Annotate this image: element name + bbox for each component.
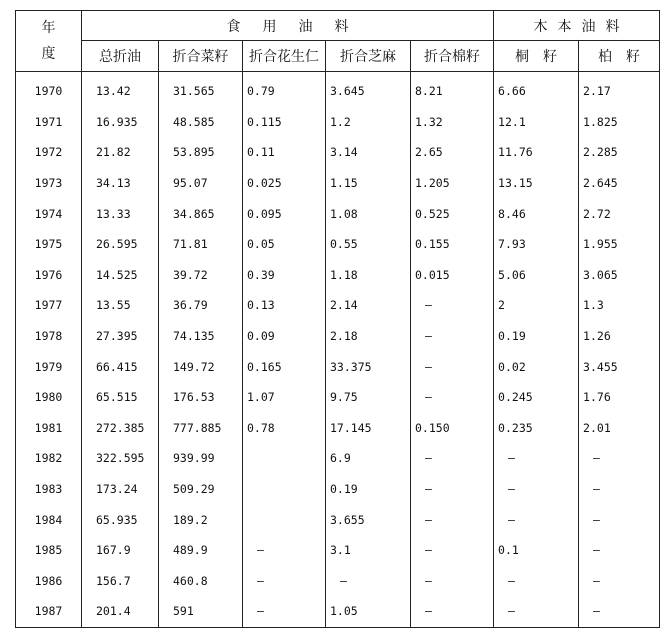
value-cell: 1.76 [579, 382, 660, 413]
table-row [16, 474, 660, 505]
value-cell: 0.55 [326, 229, 411, 260]
value-cell: — [579, 535, 660, 566]
value-cell: 1.32 [411, 107, 494, 138]
value-cell: 34.13 [82, 168, 159, 199]
value-cell: 176.53 [159, 382, 243, 413]
col-header-cottonseed: 折合棉籽 [411, 41, 494, 72]
year-cell: 1986 [16, 566, 82, 597]
table-row [16, 72, 660, 107]
value-cell: 27.395 [82, 321, 159, 352]
value-cell: 11.76 [494, 137, 579, 168]
year-cell: 1980 [16, 382, 82, 413]
oilseed-table [15, 10, 660, 628]
value-cell: 0.19 [494, 321, 579, 352]
year-cell: 1974 [16, 198, 82, 229]
value-cell: 173.24 [82, 474, 159, 505]
value-cell: 0.095 [243, 198, 326, 229]
value-cell: 3.1 [326, 535, 411, 566]
value-cell: 2.01 [579, 413, 660, 444]
table-row [16, 504, 660, 535]
year-cell: 1973 [16, 168, 82, 199]
value-cell: 9.75 [326, 382, 411, 413]
year-cell: 1984 [16, 504, 82, 535]
value-cell: 1.08 [326, 198, 411, 229]
value-cell: 2.72 [579, 198, 660, 229]
value-cell: 201.4 [82, 596, 159, 627]
table-row [16, 290, 660, 321]
value-cell: 0.235 [494, 413, 579, 444]
value-cell: 2.645 [579, 168, 660, 199]
value-cell: 0.78 [243, 413, 326, 444]
value-cell: 0.19 [326, 474, 411, 505]
value-cell: — [243, 535, 326, 566]
value-cell: 3.655 [326, 504, 411, 535]
value-cell [243, 443, 326, 474]
value-cell: — [494, 443, 579, 474]
value-cell: 0.025 [243, 168, 326, 199]
year-cell: 1981 [16, 413, 82, 444]
value-cell: 13.42 [82, 72, 159, 107]
table-row [16, 260, 660, 291]
value-cell: — [411, 321, 494, 352]
value-cell: 489.9 [159, 535, 243, 566]
value-cell: 1.18 [326, 260, 411, 291]
value-cell: 777.885 [159, 413, 243, 444]
year-cell: 1976 [16, 260, 82, 291]
table-row [16, 229, 660, 260]
value-cell: 1.955 [579, 229, 660, 260]
value-cell: — [411, 504, 494, 535]
value-cell: — [411, 351, 494, 382]
value-cell: 0.245 [494, 382, 579, 413]
value-cell: 0.155 [411, 229, 494, 260]
col-header-total-oil: 总折油 [82, 41, 159, 72]
value-cell: 13.55 [82, 290, 159, 321]
value-cell: 6.66 [494, 72, 579, 107]
value-cell: 26.595 [82, 229, 159, 260]
col-header-peanut: 折合花生仁 [243, 41, 326, 72]
value-cell: 0.79 [243, 72, 326, 107]
table-row [16, 107, 660, 138]
year-cell: 1977 [16, 290, 82, 321]
value-cell: 0.11 [243, 137, 326, 168]
value-cell: — [579, 443, 660, 474]
col-header-rapeseed: 折合菜籽 [159, 41, 243, 72]
value-cell: 33.375 [326, 351, 411, 382]
value-cell: 2.285 [579, 137, 660, 168]
year-cell: 1970 [16, 72, 82, 107]
value-cell: 2.18 [326, 321, 411, 352]
value-cell: 6.9 [326, 443, 411, 474]
value-cell: 71.81 [159, 229, 243, 260]
value-cell: 21.82 [82, 137, 159, 168]
value-cell: 3.065 [579, 260, 660, 291]
value-cell: — [579, 596, 660, 627]
table-row [16, 321, 660, 352]
value-cell: 74.135 [159, 321, 243, 352]
table-row [16, 443, 660, 474]
value-cell [243, 504, 326, 535]
table-row [16, 198, 660, 229]
value-cell: 1.2 [326, 107, 411, 138]
value-cell: 14.525 [82, 260, 159, 291]
value-cell: — [243, 566, 326, 597]
table-body [16, 72, 660, 628]
value-cell: — [579, 566, 660, 597]
value-cell: 591 [159, 596, 243, 627]
value-cell: 0.13 [243, 290, 326, 321]
year-cell: 1979 [16, 351, 82, 382]
year-cell: 1972 [16, 137, 82, 168]
value-cell: — [411, 474, 494, 505]
value-cell: 0.05 [243, 229, 326, 260]
col-header-cypress-seed: 柏 籽 [579, 41, 660, 72]
value-cell: 36.79 [159, 290, 243, 321]
year-header-line2: 度 [41, 46, 56, 62]
value-cell: 39.72 [159, 260, 243, 291]
value-cell: — [411, 382, 494, 413]
value-cell: — [411, 566, 494, 597]
table-row [16, 535, 660, 566]
year-cell: 1975 [16, 229, 82, 260]
value-cell: 1.05 [326, 596, 411, 627]
value-cell: 1.15 [326, 168, 411, 199]
col-header-tung-seed: 桐 籽 [494, 41, 579, 72]
value-cell: 3.455 [579, 351, 660, 382]
year-cell: 1987 [16, 596, 82, 627]
value-cell: 17.145 [326, 413, 411, 444]
value-cell: 0.015 [411, 260, 494, 291]
value-cell: — [494, 596, 579, 627]
value-cell: 7.93 [494, 229, 579, 260]
value-cell: — [411, 596, 494, 627]
value-cell: 13.33 [82, 198, 159, 229]
value-cell [243, 474, 326, 505]
value-cell: 2.65 [411, 137, 494, 168]
value-cell: 0.115 [243, 107, 326, 138]
value-cell: 53.895 [159, 137, 243, 168]
value-cell: — [243, 596, 326, 627]
year-cell: 1978 [16, 321, 82, 352]
value-cell: 0.02 [494, 351, 579, 382]
year-cell: 1982 [16, 443, 82, 474]
value-cell: 8.46 [494, 198, 579, 229]
year-header-line1: 年 [41, 20, 56, 36]
col-header-sesame: 折合芝麻 [326, 41, 411, 72]
year-cell: 1971 [16, 107, 82, 138]
value-cell: 0.525 [411, 198, 494, 229]
edible-oil-group-header: 食用油料 [82, 11, 494, 41]
year-cell: 1983 [16, 474, 82, 505]
value-cell: 3.14 [326, 137, 411, 168]
value-cell: 1.205 [411, 168, 494, 199]
value-cell: 2.17 [579, 72, 660, 107]
value-cell: — [411, 535, 494, 566]
value-cell: 13.15 [494, 168, 579, 199]
value-cell: — [326, 566, 411, 597]
woody-oil-group-header: 木本油料 [494, 11, 660, 41]
value-cell: 149.72 [159, 351, 243, 382]
value-cell: — [494, 566, 579, 597]
value-cell: 1.825 [579, 107, 660, 138]
year-cell: 1985 [16, 535, 82, 566]
table-row [16, 566, 660, 597]
value-cell: — [494, 474, 579, 505]
value-cell: 2 [494, 290, 579, 321]
table-row [16, 413, 660, 444]
value-cell: 167.9 [82, 535, 159, 566]
value-cell: 5.06 [494, 260, 579, 291]
value-cell: 8.21 [411, 72, 494, 107]
value-cell: 3.645 [326, 72, 411, 107]
table-row [16, 168, 660, 199]
value-cell: 0.165 [243, 351, 326, 382]
value-cell: 65.515 [82, 382, 159, 413]
value-cell: 2.14 [326, 290, 411, 321]
value-cell: 1.07 [243, 382, 326, 413]
value-cell: — [494, 504, 579, 535]
value-cell: 156.7 [82, 566, 159, 597]
table-row [16, 382, 660, 413]
value-cell: 66.415 [82, 351, 159, 382]
value-cell: 0.150 [411, 413, 494, 444]
value-cell: 1.26 [579, 321, 660, 352]
value-cell: 272.385 [82, 413, 159, 444]
value-cell: — [579, 504, 660, 535]
value-cell: 0.39 [243, 260, 326, 291]
value-cell: 189.2 [159, 504, 243, 535]
value-cell: 16.935 [82, 107, 159, 138]
value-cell: 12.1 [494, 107, 579, 138]
value-cell: 48.585 [159, 107, 243, 138]
year-header [16, 11, 82, 72]
value-cell: 0.1 [494, 535, 579, 566]
value-cell: 65.935 [82, 504, 159, 535]
value-cell: — [411, 443, 494, 474]
value-cell: 95.07 [159, 168, 243, 199]
value-cell: 31.565 [159, 72, 243, 107]
value-cell: 34.865 [159, 198, 243, 229]
value-cell: 0.09 [243, 321, 326, 352]
value-cell: 509.29 [159, 474, 243, 505]
value-cell: — [411, 290, 494, 321]
value-cell: — [579, 474, 660, 505]
table-row [16, 351, 660, 382]
table-row [16, 137, 660, 168]
value-cell: 322.595 [82, 443, 159, 474]
value-cell: 1.3 [579, 290, 660, 321]
value-cell: 939.99 [159, 443, 243, 474]
value-cell: 460.8 [159, 566, 243, 597]
